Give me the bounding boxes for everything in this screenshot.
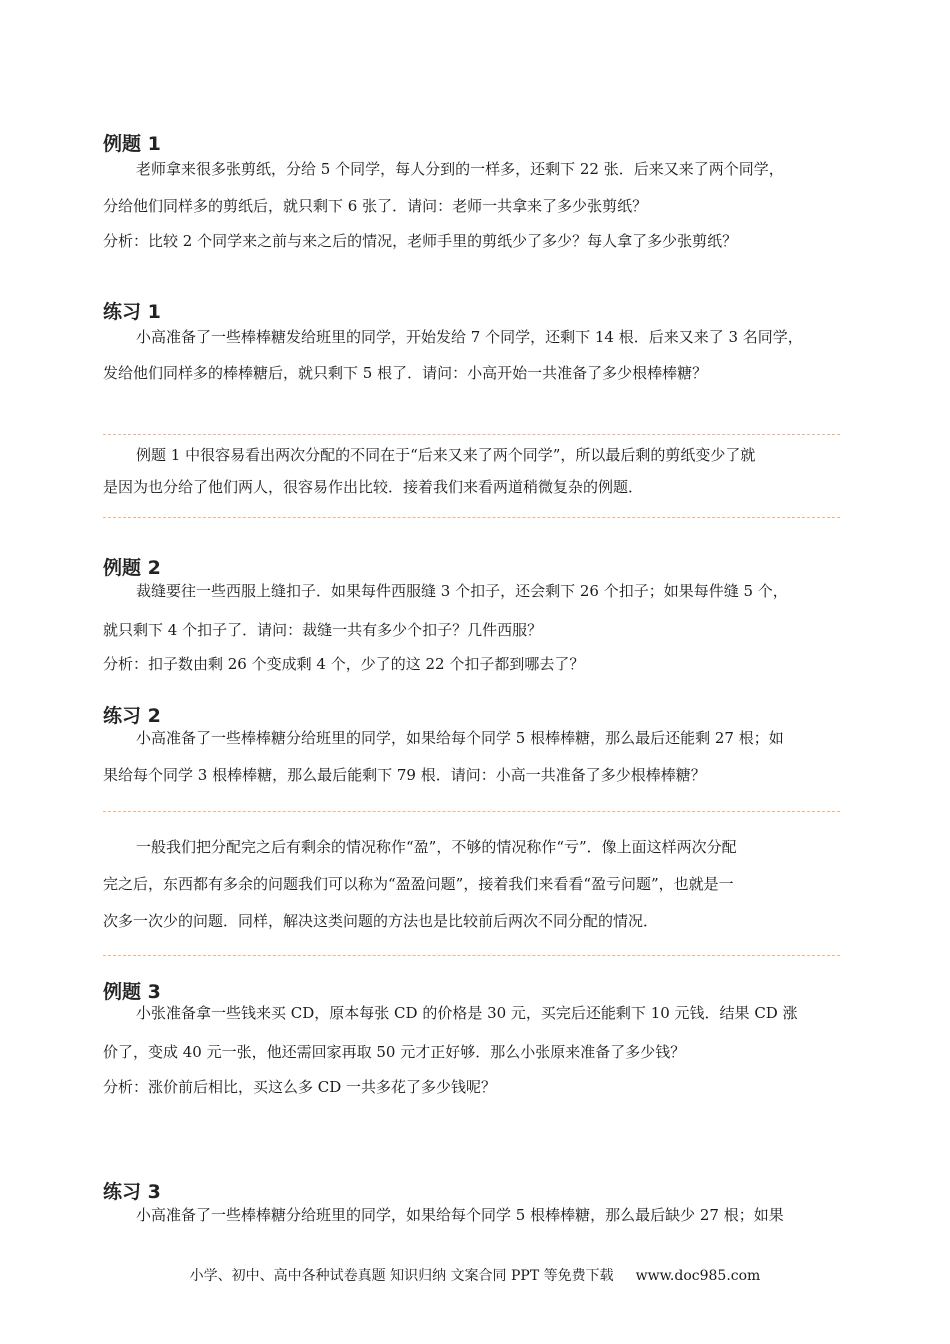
footer-link[interactable]: www.doc985.com [635, 1268, 761, 1284]
practice-1-line-2: 发给他们同样多的棒棒糖后，就只剩下 5 根了．请问：小高开始一共准备了多少根棒棒糖？ [103, 364, 708, 382]
example-3-line-2: 价了，变成 40 元一张，他还需回家再取 50 元才正好够．那么小张原来准备了多少钱？ [103, 1043, 686, 1061]
practice-2-line-1: 小高准备了一些棒棒糖分给班里的同学，如果给每个同学 5 根棒棒糖，那么最后还能剩 27 根；如 [136, 729, 784, 747]
note-2-line-2: 完之后，东西都有多余的问题我们可以称为“盈盈问题”，接着我们来看看“盈亏问题”，也就是一 [103, 875, 734, 893]
practice-2-title: 练习 2 [103, 705, 161, 727]
practice-1-line-1: 小高准备了一些棒棒糖发给班里的同学，开始发给 7 个同学，还剩下 14 根．后来又来了 3 名同学， [136, 328, 803, 346]
practice-2-line-2: 果给每个同学 3 根棒棒糖，那么最后能剩下 79 根．请问：小高一共准备了多少根棒棒糖？ [103, 766, 706, 784]
divider [103, 955, 840, 956]
divider [103, 517, 840, 518]
example-1-analysis: 分析：比较 2 个同学来之前与来之后的情况，老师手里的剪纸少了多少？每人拿了多少张剪纸？ [103, 232, 738, 250]
example-1-title: 例题 1 [103, 133, 161, 155]
example-2-line-2: 就只剩下 4 个扣子了．请问：裁缝一共有多少个扣子？几件西服？ [103, 621, 543, 639]
divider [103, 434, 840, 435]
divider [103, 811, 840, 812]
practice-3-line-1: 小高准备了一些棒棒糖分给班里的同学，如果给每个同学 5 根棒棒糖，那么最后缺少 27 根；如果 [136, 1206, 784, 1224]
example-2-analysis: 分析：扣子数由剩 26 个变成剩 4 个，少了的这 22 个扣子都到哪去了？ [103, 655, 585, 673]
practice-1-title: 练习 1 [103, 301, 161, 323]
example-3-line-1: 小张准备拿一些钱来买 CD，原本每张 CD 的价格是 30 元，买完后还能剩下 10 元钱．结果 CD 涨 [136, 1004, 798, 1022]
footer-text: 小学、初中、高中各种试卷真题 知识归纳 文案合同 PPT 等免费下载 [189, 1268, 614, 1284]
note-1-line-2: 是因为也分给了他们两人，很容易作出比较．接着我们来看两道稍微复杂的例题． [103, 478, 644, 496]
example-2-title: 例题 2 [103, 557, 161, 579]
practice-3-title: 练习 3 [103, 1181, 161, 1203]
note-1-line-1: 例题 1 中很容易看出两次分配的不同在于“后来又来了两个同学”，所以最后剩的剪纸变少了就 [136, 446, 756, 464]
example-1-line-2: 分给他们同样多的剪纸后，就只剩下 6 张了．请问：老师一共拿来了多少张剪纸？ [103, 197, 648, 215]
example-3-analysis: 分析：涨价前后相比，买这么多 CD 一共多花了多少钱呢？ [103, 1078, 497, 1096]
note-2-line-1: 一般我们把分配完之后有剩余的情况称作“盈”，不够的情况称作“亏”．像上面这样两次分配 [136, 838, 737, 856]
example-2-line-1: 裁缝要往一些西服上缝扣子．如果每件西服缝 3 个扣子，还会剩下 26 个扣子；如果每件缝 5 个， [136, 582, 788, 600]
example-3-title: 例题 3 [103, 981, 161, 1003]
page-footer [0, 1266, 950, 1286]
example-1-line-1: 老师拿来很多张剪纸，分给 5 个同学，每人分到的一样多，还剩下 22 张．后来又来了两个同学， [136, 160, 784, 178]
note-2-line-3: 次多一次少的问题．同样，解决这类问题的方法也是比较前后两次不同分配的情况． [103, 912, 659, 930]
